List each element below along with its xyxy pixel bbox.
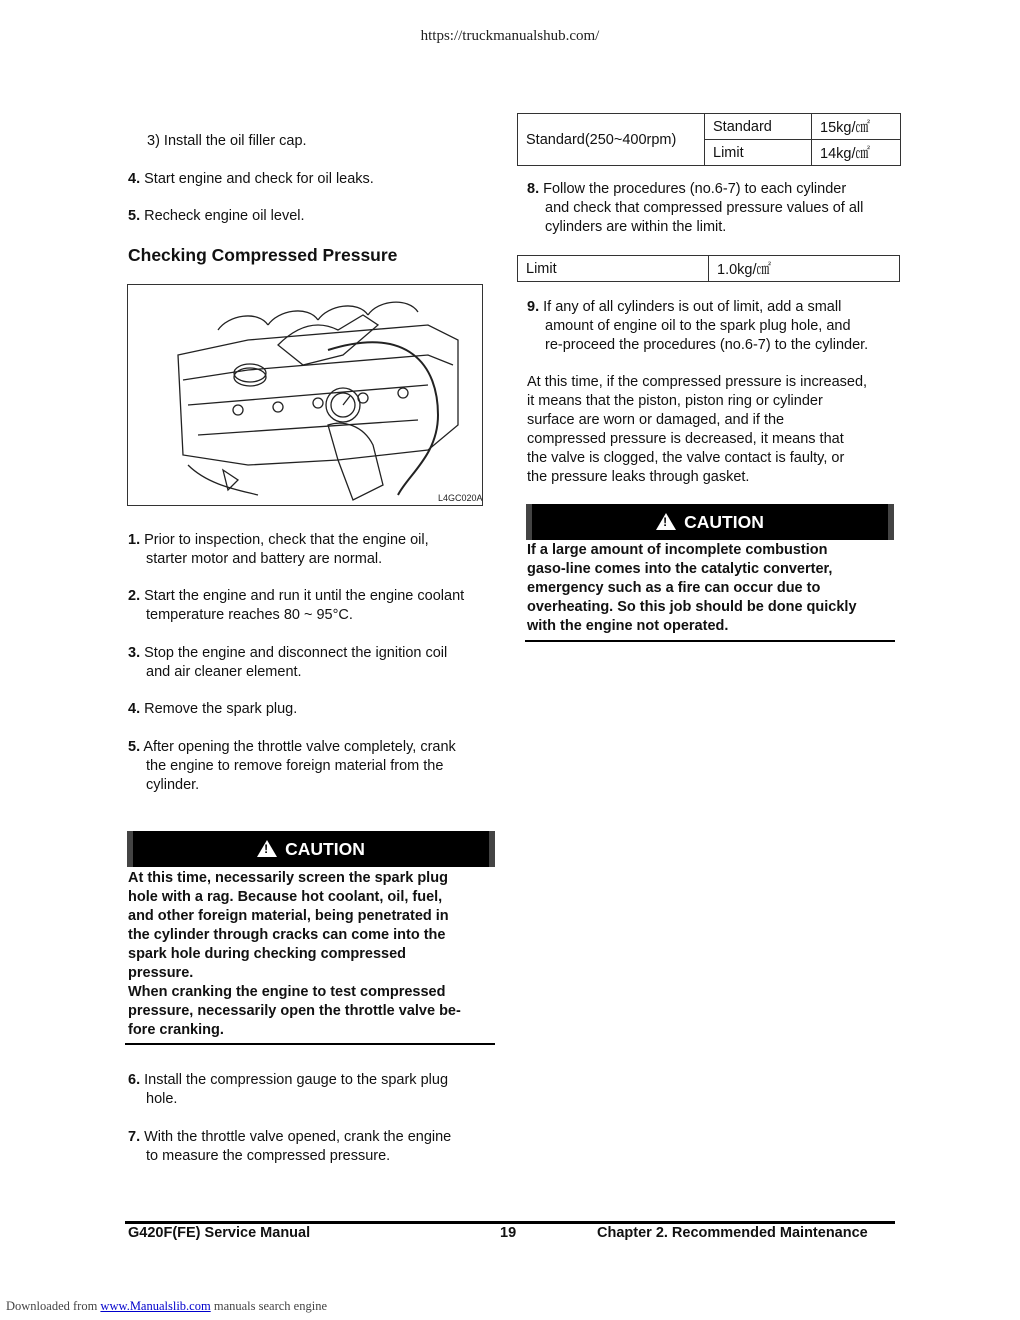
- step-number: 6.: [128, 1072, 141, 1088]
- table-cell: Standard: [705, 114, 812, 140]
- caution-text-right: [527, 541, 907, 636]
- step-p7: [128, 1128, 498, 1166]
- caution-banner-left: [127, 831, 495, 867]
- footer-page-number: 19: [500, 1225, 517, 1241]
- step-text: Start engine and check for oil leaks.: [144, 171, 374, 187]
- step-number: 1.: [128, 532, 141, 548]
- caution-label: CAUTION: [684, 512, 764, 532]
- download-suffix: manuals search engine: [213, 1299, 327, 1313]
- step-number: 5.: [128, 739, 141, 755]
- caution-line: pressure.: [128, 965, 194, 981]
- step-text-cont: amount of engine oil to the spark plug hole, and: [545, 318, 851, 334]
- step-text-cont: and air cleaner element.: [146, 664, 302, 680]
- paragraph-line: the pressure leaks through gasket.: [527, 469, 750, 485]
- step-4: [128, 170, 374, 189]
- step-text-cont: the engine to remove foreign material from the: [146, 758, 444, 774]
- section-heading: Checking Compressed Pressure: [128, 245, 398, 265]
- step-number: 4.: [128, 701, 141, 717]
- step-p2: [128, 587, 498, 625]
- step-text: After opening the throttle valve completely, crank: [143, 739, 456, 755]
- step-text-cont: cylinder.: [146, 777, 200, 793]
- caution-label: CAUTION: [285, 839, 365, 859]
- paragraph-line: it means that the piston, piston ring or cylinder: [527, 393, 823, 409]
- paragraph-line: At this time, if the compressed pressure is increased,: [527, 374, 868, 390]
- step-text-cont: cylinders are within the limit.: [545, 219, 727, 235]
- step-p1: [128, 531, 498, 569]
- step-text-cont: to measure the compressed pressure.: [146, 1148, 391, 1164]
- source-url[interactable]: https://truckmanualshub.com/: [420, 28, 600, 44]
- step-text-cont: re-proceed the procedures (no.6-7) to the cylinder.: [545, 337, 869, 353]
- caution-line: hole with a rag. Because hot coolant, oil, fuel,: [128, 889, 443, 905]
- caution-line: overheating. So this job should be done quickly: [527, 599, 857, 615]
- footer-manual-title: G420F(FE) Service Manual: [128, 1225, 311, 1241]
- step-p4: [128, 700, 498, 719]
- table-cell: 1.0kg/㎠: [709, 256, 900, 282]
- download-credit: [6, 1299, 327, 1314]
- step-text-cont: starter motor and battery are normal.: [146, 551, 383, 567]
- table-cell: Limit: [705, 140, 812, 166]
- step-text: If any of all cylinders is out of limit, add a small: [543, 299, 842, 315]
- manualslib-link[interactable]: www.Manualslib.com: [100, 1299, 211, 1313]
- step-text: Install the compression gauge to the spark plug: [144, 1072, 449, 1088]
- footer-chapter: Chapter 2. Recommended Maintenance: [597, 1225, 868, 1241]
- caution-line: the cylinder through cracks can come into the: [128, 927, 446, 943]
- limit-table: [517, 255, 900, 282]
- caution-line: emergency such as a fire can occur due to: [527, 580, 821, 596]
- step-text: Recheck engine oil level.: [144, 208, 305, 224]
- step-number: 2.: [128, 588, 141, 604]
- step-text-cont: and check that compressed pressure values of all: [545, 200, 864, 216]
- caution-line: When cranking the engine to test compressed: [128, 984, 446, 1000]
- table-cell: 15kg/㎠: [812, 114, 901, 140]
- step-number: 7.: [128, 1129, 141, 1145]
- step-text: Remove the spark plug.: [144, 701, 298, 717]
- step-number: 4.: [128, 171, 141, 187]
- step-p9: [527, 298, 907, 355]
- warning-icon: [257, 840, 277, 857]
- table-row: [518, 114, 901, 140]
- paragraph-line: compressed pressure is decreased, it means that: [527, 431, 844, 447]
- step-number: 8.: [527, 181, 540, 197]
- step-p6: [128, 1071, 498, 1109]
- caution-line: At this time, necessarily screen the spark plug: [128, 870, 448, 886]
- step-number: 9.: [527, 299, 540, 315]
- step-text: Prior to inspection, check that the engine oil,: [144, 532, 429, 548]
- caution-text-left: [128, 869, 498, 1040]
- caution-line: with the engine not operated.: [527, 618, 729, 634]
- step-text-cont: hole.: [146, 1091, 178, 1107]
- step-p8: [527, 180, 907, 237]
- table-row: [518, 256, 900, 282]
- warning-icon: [656, 513, 676, 530]
- caution-divider: [125, 1043, 495, 1045]
- caution-line: If a large amount of incomplete combustion: [527, 542, 828, 558]
- step-text-cont: temperature reaches 80 ~ 95°C.: [146, 607, 353, 623]
- table-cell-label: Standard(250~400rpm): [518, 114, 705, 166]
- caution-line: fore cranking.: [128, 1022, 224, 1038]
- step-text: With the throttle valve opened, crank the engine: [144, 1129, 452, 1145]
- download-prefix: Downloaded from: [6, 1299, 98, 1313]
- step-number: 5.: [128, 208, 141, 224]
- caution-banner-right: [526, 504, 894, 540]
- caution-divider: [525, 640, 895, 642]
- step-3-sub: 3) Install the oil filler cap.: [147, 133, 307, 149]
- caution-line: pressure, necessarily open the throttle valve be-: [128, 1003, 461, 1019]
- footer-rule: [125, 1221, 895, 1224]
- caution-line: spark hole during checking compressed: [128, 946, 406, 962]
- step-p3: [128, 644, 498, 682]
- step-5: [128, 207, 305, 226]
- engine-compression-figure: [127, 284, 483, 506]
- step-text: Stop the engine and disconnect the ignition coil: [144, 645, 448, 661]
- table-cell-label: Limit: [518, 256, 709, 282]
- caution-line: and other foreign material, being penetrated in: [128, 908, 449, 924]
- step-text: Follow the procedures (no.6-7) to each cylinder: [543, 181, 847, 197]
- paragraph-line: the valve is clogged, the valve contact is faulty, or: [527, 450, 845, 466]
- engine-illustration: [128, 285, 482, 505]
- step-number: 3.: [128, 645, 141, 661]
- step-text: Start the engine and run it until the engine coolant: [144, 588, 465, 604]
- caution-line: gaso-line comes into the catalytic converter,: [527, 561, 833, 577]
- paragraph-line: surface are worn or damaged, and if the: [527, 412, 785, 428]
- figure-label: L4GC020A: [438, 493, 482, 503]
- explanation-paragraph: [527, 373, 912, 487]
- table-cell: 14kg/㎠: [812, 140, 901, 166]
- compression-spec-table: [517, 113, 901, 166]
- step-p5: [128, 738, 498, 795]
